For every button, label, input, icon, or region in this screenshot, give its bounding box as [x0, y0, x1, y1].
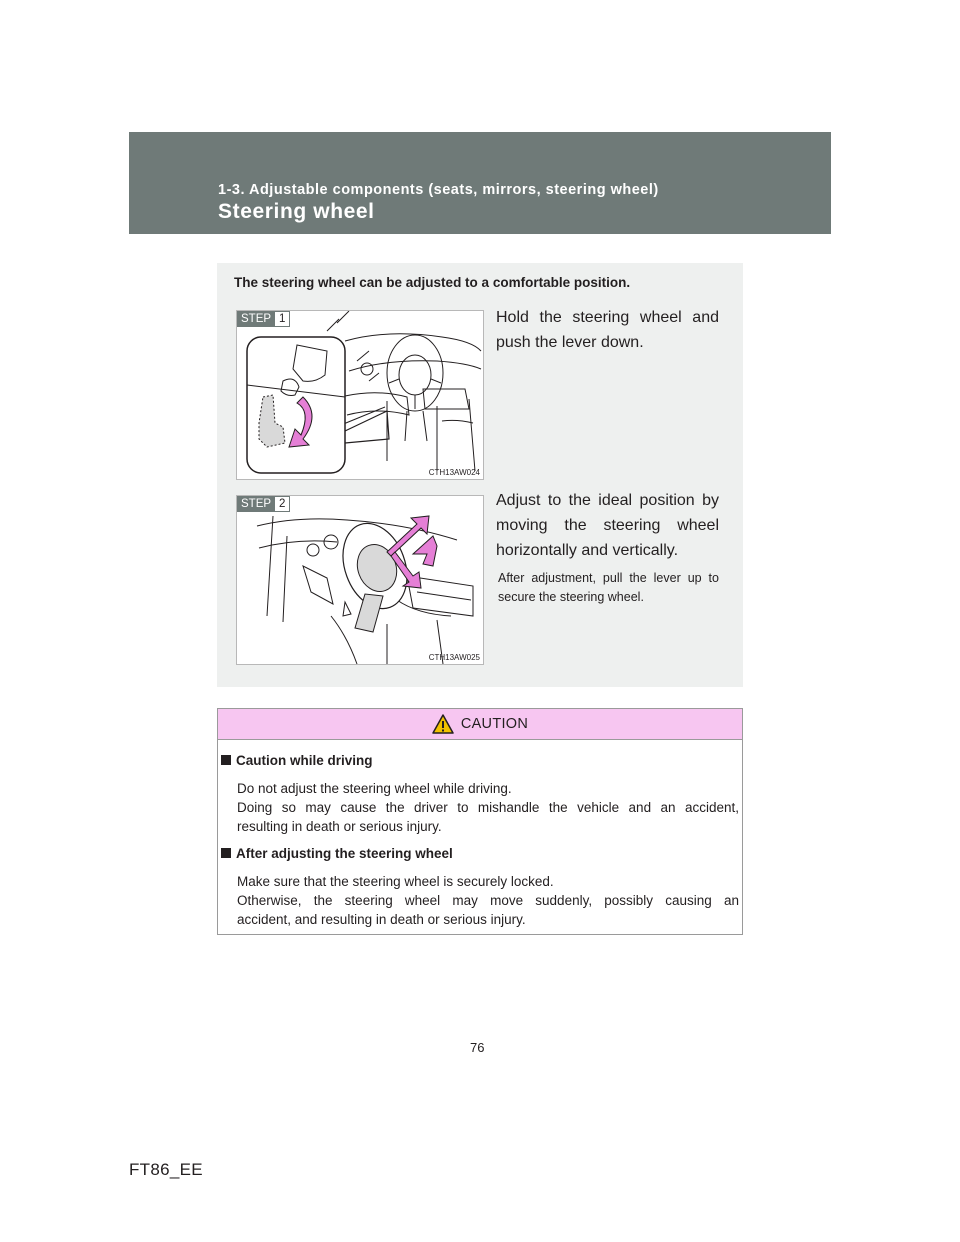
caution-item-heading: [221, 846, 453, 861]
caution-item-line: Do not adjust the steering wheel while driving.: [237, 781, 512, 796]
procedure-intro: The steering wheel can be adjusted to a comfortable position.: [234, 275, 631, 290]
step-1-figure: [236, 310, 484, 480]
caution-header: [218, 709, 742, 740]
steering-adjust-illustration: [237, 496, 483, 664]
caution-item-line: Make sure that the steering wheel is securely locked.: [237, 874, 554, 889]
step-2-note: After adjustment, pull the lever up to secure the steering wheel.: [498, 571, 719, 604]
square-bullet-icon: [221, 848, 231, 858]
caution-item-heading-text: After adjusting the steering wheel: [236, 846, 453, 861]
section-label: 1-3. Adjustable components (seats, mirrors, steering wheel): [218, 182, 659, 198]
caution-box: [217, 708, 743, 935]
caution-item-heading: [221, 753, 373, 768]
steering-lever-illustration: [237, 311, 483, 479]
page-number: 76: [470, 1040, 485, 1055]
caution-label: CAUTION: [460, 716, 529, 732]
step-2-text: Adjust to the ideal position by moving the steering wheel horizontally and vertically.: [496, 492, 719, 559]
caution-item-line: resulting in death or serious injury.: [237, 819, 442, 834]
page-header: [129, 132, 831, 234]
step-2-badge-word: STEP: [237, 496, 274, 512]
page-title: Steering wheel: [218, 200, 375, 223]
caution-item-line: accident, and resulting in death or serious injury.: [237, 912, 526, 927]
caution-item-line: Doing so may cause the driver to mishandle the vehicle and an accident,: [237, 800, 739, 815]
step-2-badge: [237, 496, 290, 512]
procedure-panel: [217, 263, 743, 687]
warning-triangle-icon: [432, 714, 454, 734]
step-1-badge-word: STEP: [237, 311, 274, 327]
step-2-figure: [236, 495, 484, 665]
step-2-figure-code: CTH13AW025: [428, 653, 480, 662]
step-1-figure-code: CTH13AW024: [428, 468, 480, 477]
step-2-badge-number: 2: [274, 496, 290, 512]
step-1-text: Hold the steering wheel and push the lever down.: [496, 309, 719, 351]
caution-item-line: Otherwise, the steering wheel may move suddenly, possibly causing an: [237, 893, 739, 908]
caution-item-heading-text: Caution while driving: [236, 753, 373, 768]
square-bullet-icon: [221, 755, 231, 765]
document-code: FT86_EE: [129, 1160, 203, 1179]
step-1-badge: [237, 311, 290, 327]
step-1-badge-number: 1: [274, 311, 290, 327]
